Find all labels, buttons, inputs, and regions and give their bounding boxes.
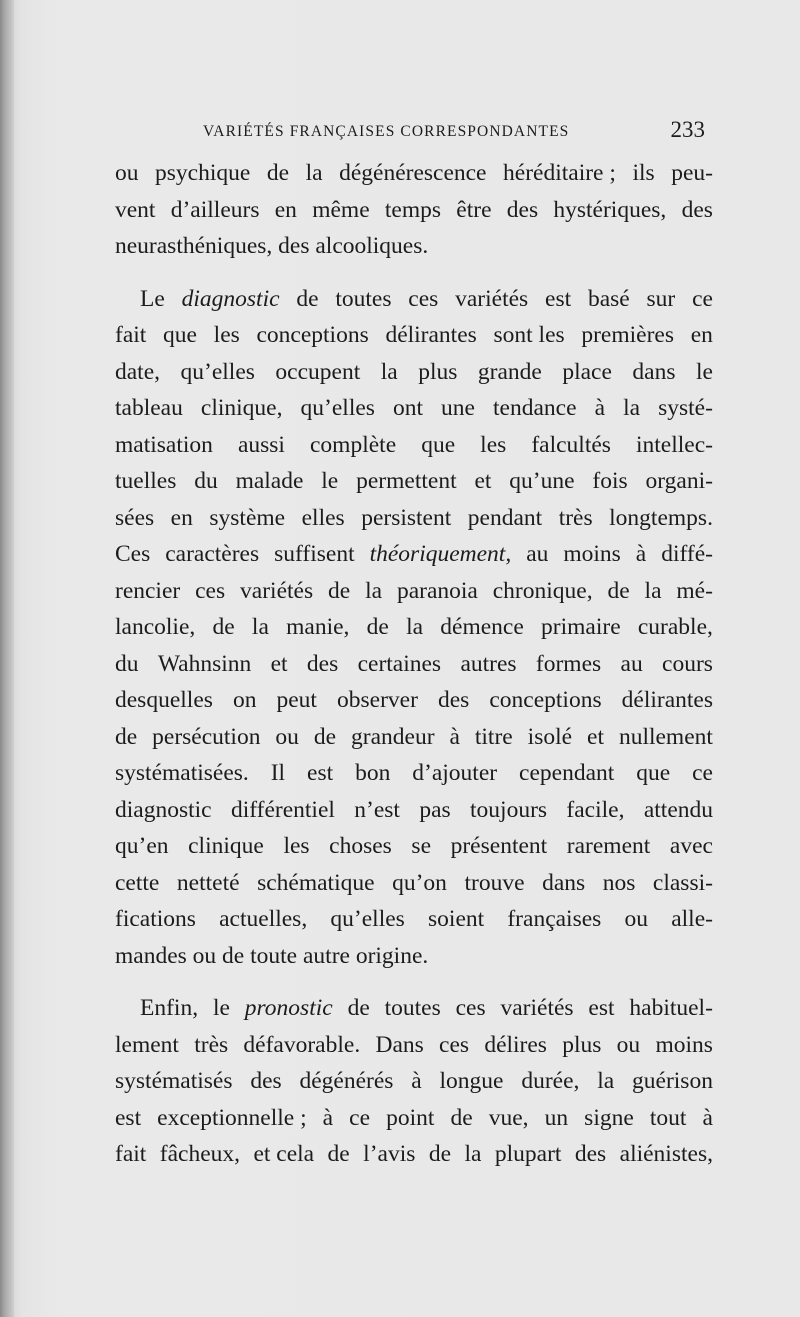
word: du xyxy=(194,468,218,494)
word: au xyxy=(620,650,643,677)
word: schématique xyxy=(257,869,375,896)
word: rarement xyxy=(566,833,651,859)
word: falcultés xyxy=(531,431,611,458)
word: le xyxy=(212,995,230,1021)
word: trouve xyxy=(464,869,525,896)
body-text xyxy=(115,155,713,1173)
word: de xyxy=(607,577,630,604)
text-line xyxy=(115,192,713,229)
italic-word: théoriquement, xyxy=(369,541,512,567)
word: matisation xyxy=(115,431,213,458)
paragraph-gap xyxy=(115,974,713,990)
word: le xyxy=(695,358,713,385)
word: des xyxy=(306,650,339,677)
word: la xyxy=(365,577,383,604)
word: très xyxy=(194,1031,229,1058)
word: Il xyxy=(270,760,286,786)
word: ont xyxy=(392,395,423,421)
word: une xyxy=(441,395,475,421)
word: à xyxy=(449,723,460,750)
word: se xyxy=(411,833,431,859)
text-line xyxy=(115,828,713,865)
word: neurasthéniques, xyxy=(115,233,273,259)
word: pas xyxy=(419,796,451,823)
word: ce xyxy=(349,1104,371,1131)
word: de xyxy=(428,1141,452,1167)
word: de xyxy=(222,942,245,969)
word: la xyxy=(597,1068,615,1094)
word: la xyxy=(380,358,398,385)
word: choses xyxy=(329,833,392,859)
word: tuelles xyxy=(115,468,177,494)
word: fois xyxy=(592,468,628,494)
word: ou xyxy=(192,942,217,969)
text-line xyxy=(115,646,713,683)
word: qu’elles xyxy=(180,358,255,385)
word: ces xyxy=(195,577,226,604)
word: les xyxy=(283,833,310,859)
word: fait xyxy=(115,322,147,348)
word: la xyxy=(464,1141,482,1167)
word: variétés xyxy=(500,995,574,1021)
word: temps xyxy=(384,196,442,223)
word: peu- xyxy=(671,160,713,186)
word: variétés xyxy=(240,577,314,604)
word: facile, xyxy=(566,796,625,823)
word: certaines xyxy=(357,650,442,677)
word: des xyxy=(574,1141,607,1167)
word: d’ailleurs xyxy=(170,196,260,223)
word: héréditaire ; xyxy=(503,160,616,186)
word: peut xyxy=(276,687,317,713)
word: être xyxy=(456,196,492,223)
page-spine-shadow xyxy=(0,0,14,1317)
word: lement xyxy=(115,1031,179,1058)
word: la xyxy=(644,577,662,604)
text-line xyxy=(115,427,713,464)
word: nullement xyxy=(618,723,713,750)
text-line xyxy=(115,390,713,427)
word: et xyxy=(474,468,492,494)
word: tout xyxy=(649,1104,687,1131)
word: elles xyxy=(301,504,345,531)
word: psychique xyxy=(155,160,251,186)
word: démence xyxy=(440,614,524,640)
word: classi- xyxy=(652,869,713,896)
word: Wahnsinn xyxy=(157,650,252,677)
word: et xyxy=(270,650,288,677)
word: est xyxy=(307,760,334,786)
word: diffé- xyxy=(661,541,713,567)
word: permettent xyxy=(356,468,457,494)
word: Le xyxy=(140,285,165,312)
word: tableau xyxy=(115,395,183,421)
word: à xyxy=(322,1104,334,1131)
paragraph xyxy=(115,155,713,265)
word: le xyxy=(321,468,339,494)
word: à xyxy=(702,1104,713,1131)
text-line xyxy=(115,792,713,829)
word: toutes xyxy=(335,285,392,312)
word: dégénérés xyxy=(299,1068,394,1094)
word: signe xyxy=(584,1104,634,1131)
word: autres xyxy=(460,650,517,677)
word: caractères xyxy=(165,541,260,567)
page-number: 233 xyxy=(670,117,705,142)
word: qu’elles xyxy=(300,395,375,421)
word: même xyxy=(312,196,370,223)
word: organi- xyxy=(645,468,713,494)
word: et xyxy=(587,723,604,750)
word: de xyxy=(313,723,337,750)
word: Dans xyxy=(375,1031,424,1058)
word: nos xyxy=(602,869,636,896)
word: systé- xyxy=(658,395,713,421)
word: qu’elles xyxy=(330,906,405,932)
word: primaire xyxy=(541,614,621,640)
word: délirantes xyxy=(621,687,713,713)
word: soient xyxy=(428,906,485,932)
word: est xyxy=(588,995,615,1021)
text-line xyxy=(115,901,713,938)
text-line xyxy=(115,573,713,610)
word: desquelles xyxy=(115,687,213,713)
text-line xyxy=(115,317,713,354)
word: complète xyxy=(310,431,397,458)
paragraph-gap xyxy=(115,265,713,281)
text-line xyxy=(115,1063,713,1100)
text-line xyxy=(115,938,713,975)
word: dans xyxy=(632,358,676,385)
word: un xyxy=(544,1104,569,1131)
word: différentiel xyxy=(230,796,335,823)
word: persécution xyxy=(152,723,261,750)
word: aussi xyxy=(237,431,285,458)
word: plus xyxy=(418,358,458,385)
word: lancolie, xyxy=(115,614,196,640)
text-line xyxy=(115,228,713,265)
word: qu’on xyxy=(392,869,447,896)
word: de xyxy=(296,285,319,312)
word: cependant xyxy=(519,760,615,786)
word: des xyxy=(681,196,713,223)
text-line xyxy=(115,719,713,756)
word: que xyxy=(163,322,197,348)
word: vue, xyxy=(488,1104,529,1131)
word: la xyxy=(406,614,424,640)
word: à xyxy=(635,541,647,567)
word: persistent xyxy=(361,504,452,531)
word: les xyxy=(213,322,240,348)
text-line xyxy=(115,500,713,537)
text-line xyxy=(115,1136,713,1173)
word: présentent xyxy=(450,833,548,859)
word: en xyxy=(274,196,297,223)
word: système xyxy=(209,504,286,531)
word: françaises xyxy=(507,906,602,932)
word: ces xyxy=(439,1031,470,1058)
word: de xyxy=(327,1141,350,1167)
word: mandes xyxy=(115,942,187,969)
word: plupart xyxy=(494,1141,562,1167)
word: délires xyxy=(484,1031,547,1058)
word: est xyxy=(545,285,572,312)
word: très xyxy=(558,504,593,531)
word: défavorable. xyxy=(243,1031,361,1058)
word: à xyxy=(594,395,606,421)
word: que xyxy=(636,760,671,786)
word: mé- xyxy=(676,577,713,604)
word: dans xyxy=(542,869,586,896)
word: sont les xyxy=(493,322,565,348)
word: moins xyxy=(563,541,621,567)
text-line xyxy=(115,990,713,1027)
word: basé xyxy=(587,285,630,312)
word: longtemps. xyxy=(609,504,713,531)
word: on xyxy=(232,687,257,713)
word: sur xyxy=(646,285,676,312)
word: hystériques, xyxy=(553,196,667,223)
word: formes xyxy=(535,650,602,677)
word: systématisés xyxy=(115,1068,233,1094)
word: les xyxy=(480,431,507,458)
word: attendu xyxy=(643,796,713,823)
text-line xyxy=(115,1027,713,1064)
word: la xyxy=(251,614,269,640)
word: vent xyxy=(115,196,156,223)
word: des xyxy=(250,1068,282,1094)
italic-word: diagnostic xyxy=(181,285,280,312)
word: avec xyxy=(669,833,713,859)
running-title: VARIÉTÉS FRANÇAISES CORRESPONDANTES xyxy=(203,123,570,140)
word: l’avis xyxy=(363,1141,416,1167)
word: du xyxy=(115,650,139,677)
word: ce xyxy=(692,285,713,312)
word: longue xyxy=(439,1068,504,1094)
word: guérison xyxy=(632,1068,713,1094)
word: cette xyxy=(115,869,160,896)
word: de xyxy=(347,995,370,1021)
word: chronique, xyxy=(492,577,593,604)
italic-word: pronostic xyxy=(244,995,333,1021)
word: de xyxy=(366,614,389,640)
word: toute xyxy=(250,942,298,969)
word: ou xyxy=(624,906,649,932)
word: en xyxy=(170,504,193,531)
word: premières xyxy=(581,322,675,348)
word: plus xyxy=(562,1031,602,1058)
word: fâcheux, xyxy=(159,1141,241,1167)
text-line xyxy=(115,682,713,719)
word: systématisées. xyxy=(115,760,249,786)
paragraph xyxy=(115,990,713,1173)
text-line xyxy=(115,155,713,192)
word: toujours xyxy=(470,796,548,823)
word: de xyxy=(115,723,138,750)
word: dégénérescence xyxy=(339,160,487,186)
word: moins xyxy=(655,1031,713,1058)
word: diagnostic xyxy=(115,796,212,823)
word: date, xyxy=(115,358,161,385)
word: variétés xyxy=(455,285,529,312)
word: de xyxy=(212,614,235,640)
word: et cela xyxy=(253,1141,315,1167)
running-head xyxy=(195,117,715,147)
word: bon xyxy=(355,760,391,786)
text-line xyxy=(115,755,713,792)
word: des xyxy=(506,196,539,223)
word: alle- xyxy=(671,906,713,932)
word: durée, xyxy=(521,1068,580,1094)
word: ces xyxy=(408,285,439,312)
text-line xyxy=(115,1100,713,1137)
word: origine. xyxy=(355,942,429,969)
paragraph xyxy=(115,281,713,975)
word: conceptions xyxy=(489,687,602,713)
word: ce xyxy=(692,760,713,786)
word: clinique, xyxy=(200,395,283,421)
word: la xyxy=(623,395,641,421)
word: alcooliques. xyxy=(315,233,429,259)
word: grandeur xyxy=(351,723,435,750)
word: de xyxy=(328,577,351,604)
word: fait xyxy=(115,1141,147,1167)
text-line xyxy=(115,609,713,646)
word: observer xyxy=(337,687,418,713)
text-line xyxy=(115,463,713,500)
word: ou xyxy=(275,723,299,750)
word: aliénistes, xyxy=(619,1141,713,1167)
word: rencier xyxy=(115,577,181,604)
word: autre xyxy=(302,942,350,969)
word: qu’en xyxy=(115,833,169,859)
text-line xyxy=(115,354,713,391)
word: pendant xyxy=(467,504,543,531)
word: ou xyxy=(616,1031,641,1058)
word: place xyxy=(562,358,612,385)
word: curable, xyxy=(637,614,713,640)
word: sées xyxy=(115,504,155,531)
word: habituel- xyxy=(629,995,713,1021)
word: tendance xyxy=(493,395,577,421)
word: Enfin, xyxy=(140,995,199,1021)
word: suffisent xyxy=(274,541,355,567)
text-line xyxy=(115,865,713,902)
word: toutes xyxy=(384,995,441,1021)
word: Ces xyxy=(115,541,151,567)
word: la xyxy=(305,160,323,186)
word: isolé xyxy=(527,723,573,750)
word: titre xyxy=(474,723,513,750)
word: d’ajouter xyxy=(412,760,498,786)
word: occupent xyxy=(275,358,361,385)
text-line xyxy=(115,281,713,318)
word: exceptionnelle ; xyxy=(157,1104,307,1131)
word: ces xyxy=(455,995,486,1021)
word: netteté xyxy=(176,869,240,896)
word: que xyxy=(421,431,456,458)
word: n’est xyxy=(354,796,400,823)
word: clinique xyxy=(188,833,264,859)
word: qu’une xyxy=(509,468,575,494)
word: paranoia xyxy=(396,577,478,604)
word: conceptions xyxy=(256,322,369,348)
word: en xyxy=(690,322,713,348)
word: fications xyxy=(115,906,196,932)
word: des xyxy=(278,233,310,259)
word: de xyxy=(266,160,290,186)
word: malade xyxy=(235,468,304,494)
word: de xyxy=(450,1104,473,1131)
word: délirantes xyxy=(385,322,477,348)
word: au xyxy=(526,541,549,567)
word: est xyxy=(115,1104,142,1131)
word: à xyxy=(411,1068,422,1094)
word: manie, xyxy=(286,614,350,640)
word: ou xyxy=(115,160,139,186)
word: cours xyxy=(662,650,713,677)
word: intellec- xyxy=(635,431,713,458)
word: actuelles, xyxy=(219,906,308,932)
text-line xyxy=(115,536,713,573)
word: des xyxy=(437,687,470,713)
word: ils xyxy=(632,160,655,186)
word: point xyxy=(386,1104,435,1131)
word: grande xyxy=(477,358,542,385)
